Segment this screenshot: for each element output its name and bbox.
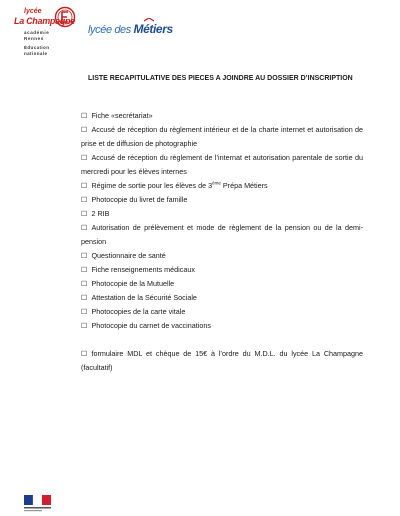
- item-text: Fiche «secrétariat»: [91, 111, 153, 120]
- item-text: Attestation de la Sécurité Sociale: [91, 293, 197, 302]
- lycee-des-metiers-logo: [88, 18, 173, 42]
- lycee-la-champagne-logo: [10, 4, 74, 64]
- list-item: [81, 151, 363, 179]
- list-item: [81, 291, 363, 305]
- list-item: [81, 277, 363, 291]
- logo-text-la-champagne: La Champagne: [14, 16, 75, 26]
- item-text: Régime de sortie pour les élèves de 3: [91, 181, 213, 190]
- logo-text-lycee: lycée: [24, 8, 42, 15]
- checkbox-icon: ☐: [81, 307, 88, 316]
- item-superscript: ème: [212, 180, 221, 186]
- metiers-name: Métiers: [133, 22, 173, 36]
- checkbox-icon: ☐: [81, 321, 88, 330]
- document-title: LISTE RECAPITULATIVE DES PIECES A JOINDRE AU DOSSIER D’INSCRIPTION: [88, 75, 353, 82]
- list-item: [81, 319, 363, 333]
- checkbox-icon: ☐: [81, 223, 88, 232]
- item-text: Accusé de réception du règlement intérieur et de la charte internet et autorisation de prise et de diffusion de photographie: [81, 125, 363, 148]
- item-text: Questionnaire de santé: [91, 251, 166, 260]
- list-item: [81, 193, 363, 207]
- republique-francaise-icon: [24, 495, 52, 513]
- item-text: Photocopie de la Mutuelle: [91, 279, 175, 288]
- list-item: [81, 221, 363, 249]
- list-item: [81, 123, 363, 151]
- list-item: [81, 179, 363, 193]
- e-emblem-icon: [54, 6, 76, 28]
- list-item: [81, 305, 363, 319]
- checkbox-icon: ☐: [81, 265, 88, 274]
- checkbox-icon: ☐: [81, 251, 88, 260]
- list-item: [81, 109, 363, 123]
- logo-text-rennes: Rennes: [24, 36, 44, 41]
- item-text: Photocopie du livret de famille: [91, 195, 188, 204]
- checkbox-icon: ☐: [81, 279, 88, 288]
- checkbox-icon: ☐: [81, 349, 88, 358]
- logo-text-nationale: nationale: [24, 51, 48, 56]
- item-text: Photocopies de la carte vitale: [91, 307, 186, 316]
- checkbox-icon: ☐: [81, 153, 88, 162]
- checkbox-icon: ☐: [81, 111, 88, 120]
- item-text: Photocopie du carnet de vaccinations: [91, 321, 211, 330]
- list-item: [81, 207, 363, 221]
- metiers-prefix: lycée des: [88, 24, 134, 36]
- item-text: 2 RIB: [91, 209, 110, 218]
- required-documents-list: [81, 109, 363, 333]
- list-item: [81, 249, 363, 263]
- mdl-note: [81, 347, 363, 375]
- metiers-logo-text: [88, 22, 173, 36]
- item-text: Autorisation de prélèvement et mode de règlement de la pension ou de la demi-pension: [81, 223, 363, 246]
- checkbox-icon: ☐: [81, 181, 88, 190]
- checkbox-icon: ☐: [81, 195, 88, 204]
- item-text: Fiche renseignements médicaux: [91, 265, 195, 274]
- checkbox-icon: ☐: [81, 125, 88, 134]
- item-text: Prépa Métiers: [220, 181, 268, 190]
- checkbox-icon: ☐: [81, 293, 88, 302]
- item-text: Accusé de réception du règlement de l’internat et autorisation parentale de sortie du mercredi pour les élèves internes: [81, 153, 363, 176]
- logo-text-academie: académie: [24, 30, 50, 35]
- checkbox-icon: ☐: [81, 209, 88, 218]
- logo-text-education: Éducation: [24, 45, 50, 50]
- list-item: [81, 263, 363, 277]
- mdl-note-text: formulaire MDL et chèque de 15€ à l’ordre du M.D.L. du lycée La Champagne (facultatif): [81, 349, 363, 372]
